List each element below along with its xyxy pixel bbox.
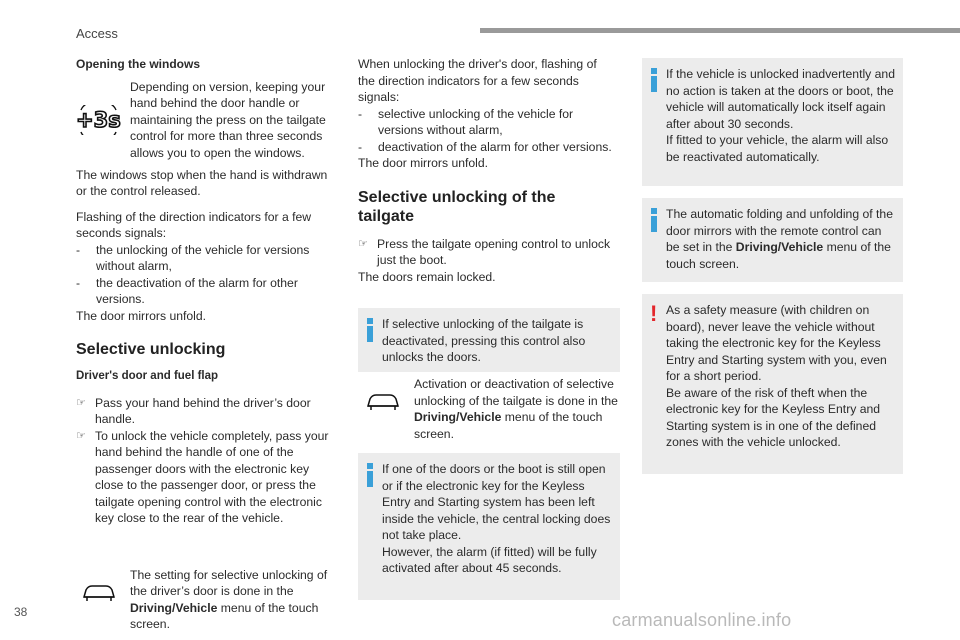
warning-icon: ! [650,301,658,326]
unlock-intro: When unlocking the driver's door, flashing of the direction indicators for a few seconds signals: [358,57,597,104]
info-icon [367,463,373,487]
info-box-auto-relock: If the vehicle is unlocked inadvertently and no action is taken at the doors or boot, the vehicle will automatically lock itself again after about 30 seconds. If fitted to your vehicle, the alarm will also be reactivated automatically. [642,58,903,186]
timer-icon [76,105,122,135]
flashing-item-1: - the unlocking of the vehicle for versions without alarm, [76,242,310,273]
opening-windows-desc: Depending on version, keeping your hand behind the door handle or maintaining the press on the tailgate control for more than three seconds allows you to open the windows. [130,79,326,160]
selective-unlocking-heading: Selective unlocking [76,341,226,358]
drivers-door-title: Driver's door and fuel flap [76,370,219,382]
info-icon [367,318,373,342]
flashing-intro: Flashing of the direction indicators for a few seconds signals: [76,209,312,240]
doors-remain-locked: The doors remain locked. [358,269,496,284]
arrow-icon: ☞ [358,237,368,250]
page-number: 38 [14,605,28,619]
unlock-item-2: - deactivation of the alarm for other versions. [358,139,612,154]
mirrors-unfold-text: The door mirrors unfold. [76,308,207,323]
bullet-press-tailgate: ☞ Press the tailgate opening control to unlock just the boot. [358,236,611,267]
tailgate-heading: Selective unlocking of the tailgate [358,188,556,225]
info-box-mirrors [642,198,903,282]
opening-windows-block [76,79,338,161]
setting-block [76,567,338,633]
bullet-unlock-completely: ☞ To unlock the vehicle completely, pass your hand behind the handle of one of the passenger doors with the electronic key close to the passenger door, or press the tailgate opening control with the electronic key close to the rear of the vehicle. [76,428,329,525]
activation-text: Activation or deactivation of selective unlocking of the tailgate is done in the Driving/Vehicle menu of the touch screen. [414,377,618,441]
arrow-icon: ☞ [76,396,86,409]
warning-box-safety: ! As a safety measure (with children on board), never leave the vehicle without taking the electronic key for the Keyless Entry and Starting system with you, even for a short period. Be aware of the risk of theft when the electronic key for the Keyless Entry and Starting system is in one of the defined zones with the vehicle unlocked. [642,294,903,474]
header-bar [480,28,960,33]
flashing-item-2: - the deactivation of the alarm for other versions. [76,275,298,306]
mirrors-unfold-text-2: The door mirrors unfold. [358,156,489,170]
bullet-pass-hand: ☞ Pass your hand behind the driver’s door handle. [76,395,311,426]
car-icon [82,583,116,608]
section-title: Access [76,26,118,41]
opening-windows-title: Opening the windows [76,57,200,71]
timer-icon-label: +3s [76,107,121,132]
car-icon [366,392,400,417]
windows-stop-text: The windows stop when the hand is withdrawn or the control released. [76,167,328,198]
setting-text: The setting for selective unlocking of the driver’s door is done in the Driving/Vehicle menu of the touch screen. [130,567,328,631]
mirrors-setting-text: The automatic folding and unfolding of the door mirrors with the remote control can be set in the Driving/Vehicle menu of the touch screen. [666,207,893,271]
unlock-item-1: - selective unlocking of the vehicle for versions without alarm, [358,106,574,137]
activation-block [358,376,620,442]
info-box-tailgate: If selective unlocking of the tailgate is deactivated, pressing this control also unlocks the doors. [358,308,620,372]
column-2 [358,56,620,285]
arrow-icon: ☞ [76,429,86,442]
info-box-central-locking: If one of the doors or the boot is still open or if the electronic key for the Keyless Entry and Starting system has been left inside the vehicle, the central locking does not take place. However, the alarm (if fitted) will be fully activated after about 45 seconds. [358,453,620,600]
watermark: carmanualsonline.info [612,610,792,630]
info-icon [651,68,657,92]
column-1 [76,56,338,633]
info-icon [651,208,657,232]
